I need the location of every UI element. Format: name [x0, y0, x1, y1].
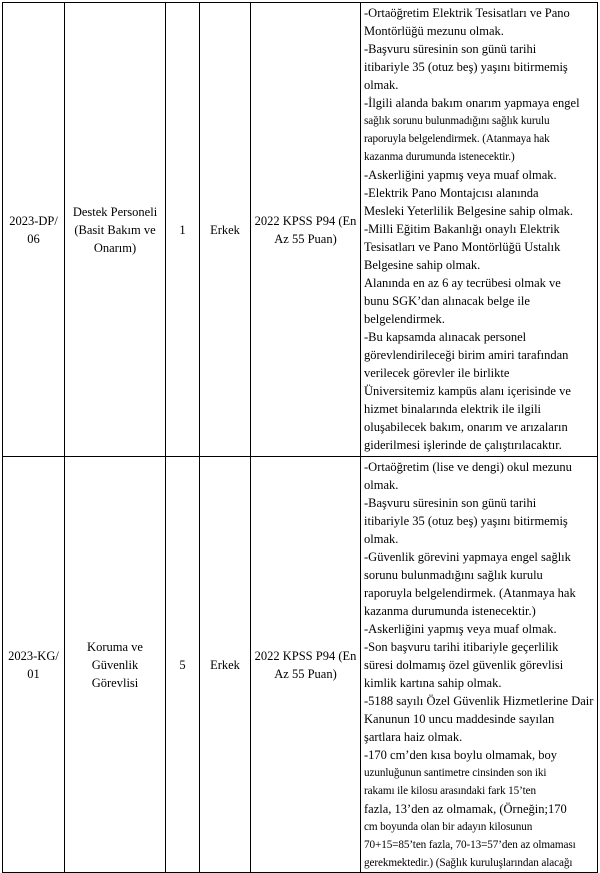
requirement-line: uzunluğunun santimetre cinsinden son iki	[364, 767, 547, 779]
requirement-line: -5188 sayılı Özel Güvenlik Hizmetlerine Dair	[364, 694, 594, 708]
requirement-line: Montörlüğü mezunu olmak.	[364, 24, 504, 38]
requirement-line: itibariyle 35 (otuz beş) yaşını bitirmemiş	[364, 60, 568, 74]
requirement-line: -Milli Eğitim Bakanlığı onaylı Elektrik	[364, 222, 560, 236]
position-count: 1	[179, 222, 186, 237]
requirement-line: gerekmektedir.) (Sağlık kuruluşlarından alacağı	[364, 857, 573, 869]
requirements-cell	[361, 3, 598, 457]
requirement-line: -170 cm’den kısa boylu olmamak, boy	[364, 748, 558, 762]
requirement-line: şartlara haiz olmak.	[364, 730, 463, 744]
exam-requirement: 2022 KPSS P94 (En Az 55 Puan)	[254, 213, 357, 246]
requirement-line: cm boyunda olan bir adayın kilosunun	[364, 821, 533, 833]
requirement-line: kazanma durumunda istenecektir.)	[364, 151, 515, 163]
requirement-line: Alanında en az 6 ay tecrübesi olmak ve	[364, 276, 561, 290]
requirement-line: hizmet binalarında elektrik ile ilgili	[364, 402, 542, 416]
requirement-line: -Askerliğini yapmış veya muaf olmak.	[364, 168, 557, 182]
requirement-line: -İlgili alanda bakım onarım yapmaya engel	[364, 96, 580, 110]
requirement-line: Üniversitemiz kampüs alanı içerisinde ve	[364, 384, 571, 398]
table-row	[3, 457, 598, 873]
requirement-line: -Askerliğini yapmış veya muaf olmak.	[364, 622, 557, 636]
position-count-cell	[166, 457, 200, 873]
requirement-line: Mesleki Yeterlilik Belgesine sahip olmak.	[364, 204, 574, 218]
requirement-line: itibariyle 35 (otuz beş) yaşını bitirmemiş	[364, 514, 568, 528]
requirement-line: belgelendirmek.	[364, 312, 445, 326]
requirement-line: oluşabilecek bakım, onarım ve arızaların	[364, 420, 568, 434]
exam-cell	[251, 3, 361, 457]
position-count: 5	[179, 657, 186, 672]
position-code: 2023-KG/ 01	[8, 648, 59, 681]
requirement-line: fazla, 13’den az olmamak, (Örneğin;170	[364, 802, 567, 816]
requirements-cell	[361, 457, 598, 873]
requirement-line: -Son başvuru tarihi itibariyle geçerlilik	[364, 640, 559, 654]
requirement-line: -Başvuru süresinin son günü tarihi	[364, 42, 537, 56]
position-code-cell	[3, 3, 65, 457]
requirement-line: olmak.	[364, 78, 399, 92]
position-code: 2023-DP/ 06	[9, 213, 58, 246]
exam-cell	[251, 457, 361, 873]
position-title-cell	[65, 3, 166, 457]
requirement-line: -Bu kapsamda alınacak personel	[364, 330, 527, 344]
requirement-line: raporuyla belgelendirmek. (Atanmaya hak	[364, 586, 576, 600]
requirement-line: Tesisatları ve Pano Montörlüğü Ustalık	[364, 240, 561, 254]
gender: Erkek	[210, 657, 240, 672]
requirement-line: -Ortaöğretim (lise ve dengi) okul mezunu	[364, 460, 572, 474]
requirement-line: bunu SGK’dan alınacak belge ile	[364, 294, 530, 308]
requirement-line: verilecek görevler ile birlikte	[364, 366, 510, 380]
requirement-line: -Ortaöğretim Elektrik Tesisatları ve Pano	[364, 6, 570, 20]
requirement-line: Kanunun 10 uncu maddesinde sayılan	[364, 712, 555, 726]
position-count-cell	[166, 3, 200, 457]
positions-table	[2, 2, 598, 873]
requirement-line: rakamı ile kilosu arasındaki fark 15’ten	[364, 785, 536, 797]
table-row	[3, 3, 598, 457]
gender-cell	[200, 3, 251, 457]
gender: Erkek	[210, 222, 240, 237]
requirement-line: giderilmesi işlerinde de çalıştırılacaktır.	[364, 438, 562, 452]
requirement-line: -Başvuru süresinin son günü tarihi	[364, 496, 537, 510]
requirement-line: süresi dolmamış özel güvenlik görevlisi	[364, 658, 564, 672]
requirement-line: sorunu bulunmadığını sağlık kurulu	[364, 568, 543, 582]
position-code-cell	[3, 457, 65, 873]
requirement-line: görevlendirileceği birim amiri tarafından	[364, 348, 569, 362]
position-title: Destek Personeli (Basit Bakım ve Onarım)	[72, 204, 158, 255]
requirement-line: -Güvenlik görevini yapmaya engel sağlık	[364, 550, 571, 564]
requirement-line: kazanma durumunda istenecektir.)	[364, 604, 536, 618]
requirement-line: olmak.	[364, 478, 399, 492]
requirement-line: 70+15=85’ten fazla, 70-13=57’den az olmaması	[364, 839, 576, 851]
exam-requirement: 2022 KPSS P94 (En Az 55 Puan)	[254, 648, 357, 681]
requirement-line: -Elektrik Pano Montajcısı alanında	[364, 186, 539, 200]
gender-cell	[200, 457, 251, 873]
requirement-line: Belgesine sahip olmak.	[364, 258, 481, 272]
requirement-line: raporuyla belgelendirmek. (Atanmaya hak	[364, 133, 550, 145]
requirement-line: sağlık sorunu bulunmadığını sağlık kurulu	[364, 115, 550, 127]
requirement-line: olmak.	[364, 532, 399, 546]
position-title-cell	[65, 457, 166, 873]
requirement-line: kimlik kartına sahip olmak.	[364, 676, 502, 690]
position-title: Koruma ve Güvenlik Görevlisi	[87, 639, 143, 690]
